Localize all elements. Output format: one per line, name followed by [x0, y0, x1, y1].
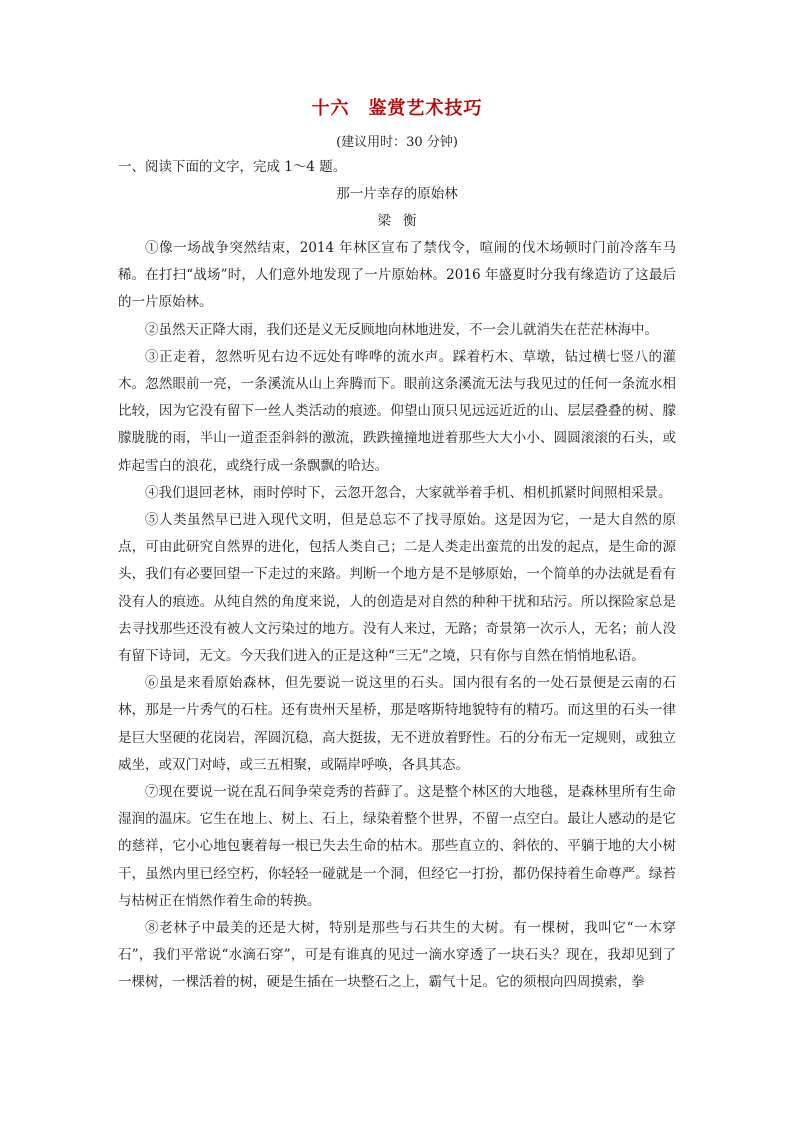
paragraph-1: ①像一场战争突然结束，2014 年林区宣布了禁伐令，喧闹的伐木场顿时门前冷落车马稀。在打扫“战场”时，人们意外地发现了一片原始林。2016 年盛夏时分我有缘造访了这最后的一片原始林。	[118, 240, 676, 311]
paragraph-8: ⑧老林子中最美的还是大树，特别是那些与石共生的大树。有一棵树，我叫它“一木穿石”，我们平常说“水滴石穿”，可是有谁真的见过一滴水穿透了一块石头？现在，我却见到了一棵树，一棵活着的树，硬是生插在一块整石之上，霸气十足。它的须根向四周摸索，拳	[118, 920, 676, 991]
suggested-time: (建议用时：30 分钟)	[336, 135, 458, 150]
paragraph-5: ⑤人类虽然早已进入现代文明，但是总忘不了找寻原始。这是因为它，一是大自然的原点，可由此研究自然界的进化，包括人类自己；二是人类走出蛮荒的出发的起点，是生命的源头，我们有必要回望一下走过的来路。判断一个地方是不是够原始，一个简单的办法就是看有没有人的痕迹。从纯自然的角度来说，人的创造是对自然的种种干扰和玷污。所以探险家总是去寻找那些还没有被人文污染过的地方。没有人来过，无路；奇景第一次示人，无名；前人没有留下诗词，无文。今天我们进入的正是这种“三无”之境，只有你与自然在悄悄地私语。	[118, 512, 676, 665]
page-title: 十六 鉴赏艺术技巧	[311, 98, 483, 119]
paragraph-6: ⑥虽是来看原始森林，但先要说一说这里的石头。国内很有名的一处石景便是云南的石林，那是一片秀气的石柱。还有贵州天星桥，那是喀斯特地貌特有的精巧。而这里的石头一律是巨大坚硬的花岗岩，浑圆沉稳，高大挺拔，无不迸放着野性。石的分布无一定规则，或独立威坐，或双门对峙，或三五相聚，或隔岸呼唤，各具其态。	[118, 675, 676, 773]
paragraph-7: ⑦现在要说一说在乱石间争荣竞秀的苔藓了。这是整个林区的大地毯，是森林里所有生命湿润的温床。它生在地上、树上、石上，绿染着整个世界，不留一点空白。最让人感动的是它的慈祥，它小心地包裹着每一根已失去生命的枯木。那些直立的、斜依的、平躺于地的大小树干，虽然内里已经空朽，你轻轻一碰就是一个洞，但经它一打扮，都仍保持着生命尊严。绿苔与枯树正在悄然作着生命的转换。	[118, 784, 676, 909]
question-instruction: 一、阅读下面的文字，完成 1～4 题。	[118, 159, 347, 175]
paragraph-2: ②虽然天正降大雨，我们还是义无反顾地向林地进发，不一会儿就消失在茫茫林海中。	[145, 321, 658, 338]
essay-author: 梁衡	[377, 213, 429, 229]
document-content	[118, 96, 676, 997]
paragraph-3: ③正走着，忽然听见右边不远处有哗哗的流水声。踩着朽木、草墩，钻过横七竖八的灌木。忽然眼前一亮，一条溪流从山上奔腾而下。眼前这条溪流无法与我见过的任何一条流水相比较，因为它没有留下一丝人类活动的痕迹。仰望山顶只见远远近近的山、层层叠叠的树、朦朦胧胧的雨，半山一道歪歪斜斜的激流，跌跌撞撞地迸着那些大大小小、圆圆滚滚的石头，或炸起雪白的浪花，或绕行成一条飘飘的哈达。	[118, 348, 676, 474]
essay-title: 那一片幸存的原始林	[336, 186, 458, 202]
paragraph-4: ④我们退回老林，雨时停时下，云忽开忽合，大家就举着手机、相机抓紧时间照相采景。	[145, 484, 672, 501]
